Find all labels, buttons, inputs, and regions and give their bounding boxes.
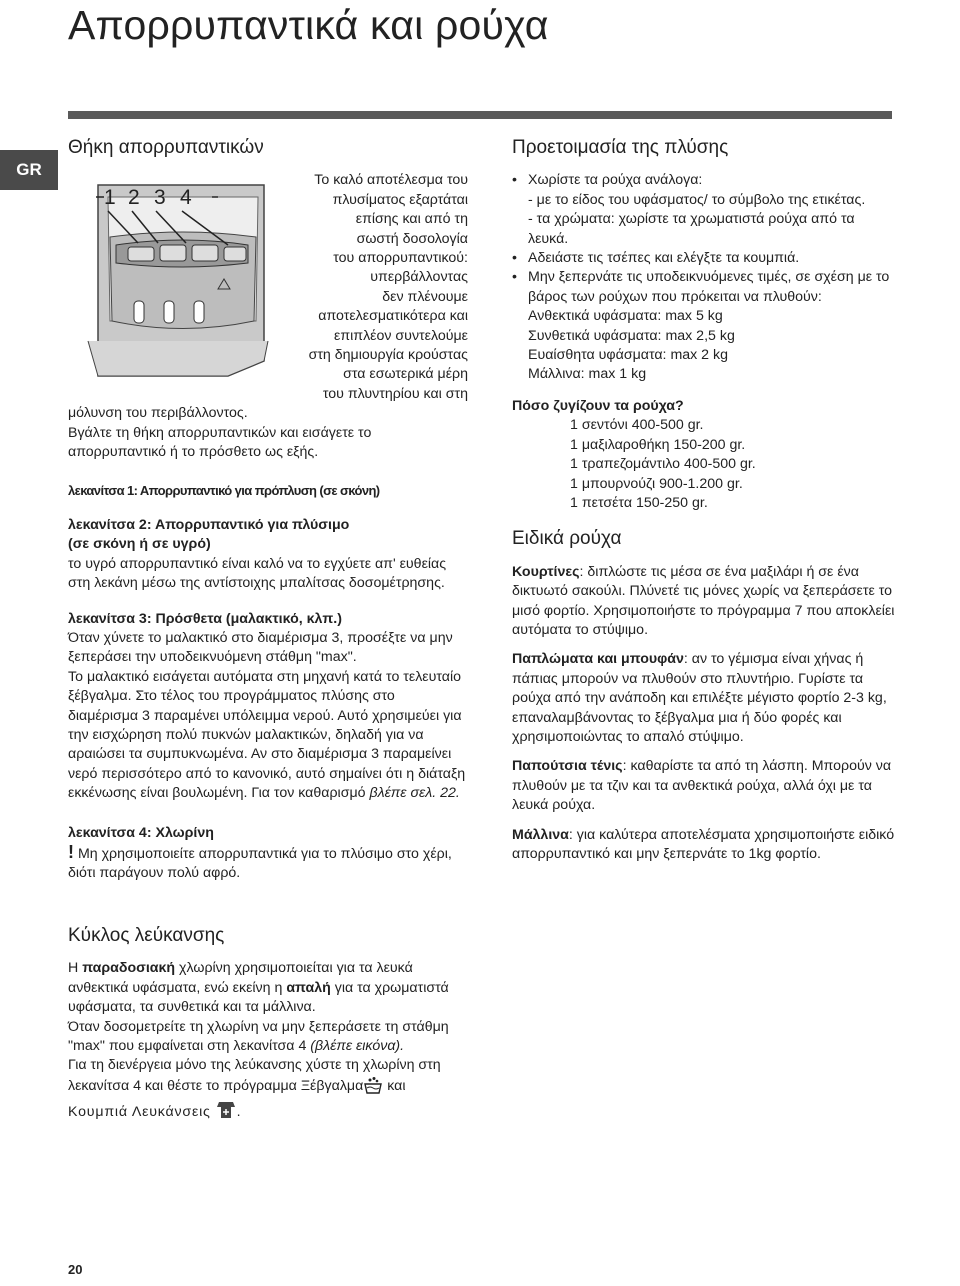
- intro-line: στη δημιουργία κρούστας: [308, 347, 468, 364]
- curtains-text: : διπλώστε τις μέσα σε ένα μαξιλάρι ή σε ένα δικτυωτό σακούλι. Πλύνετέ τις μόνες χωρίς να ξεπεράσετε το μισό φορτίο. Χρησιμοποιήστε το πρόγραμμα 7 που αποκλείει αυτόματα το στύψιμο.: [512, 563, 895, 638]
- basin3-title: λεκανίτσα 3: Πρόσθετα (μαλακτικό, κλπ.): [68, 610, 342, 627]
- basin3-text2: [68, 668, 468, 804]
- warning-icon: !: [68, 842, 74, 862]
- bleach-para3: [68, 1056, 468, 1100]
- bleach-t5b: και: [383, 1077, 406, 1094]
- intro-after: Βγάλτε τη θήκη απορρυπαντικών και εισάγετε το απορρυπαντικό ή το πρόσθετο ως εξής.: [68, 424, 372, 461]
- curtains-para: [512, 563, 897, 641]
- limit-item: Ευαίσθητα υφάσματα: max 2 kg: [528, 347, 729, 364]
- intro-line: επίσης και από τη: [355, 211, 468, 228]
- figure-number-1: 1: [104, 186, 116, 210]
- intro-line: επιπλέον συντελούμε: [334, 327, 468, 344]
- weigh-heading: Πόσο ζυγίζουν τα ρούχα?: [512, 397, 684, 414]
- intro-line: αποτελεσματικότερα και: [318, 308, 468, 325]
- weight-item: 1 τραπεζομάντιλο 400-500 gr.: [570, 456, 756, 473]
- bleach-t4-ref: (βλέπε εικόνα).: [310, 1038, 405, 1055]
- basin1-text: λεκανίτσα 1: Απορρυπαντικό για πρόπλυση (σε σκόνη): [68, 482, 380, 498]
- shoes-para: [512, 757, 897, 815]
- weight-item: 1 μαξιλαροθήκη 150-200 gr.: [570, 436, 746, 453]
- shoes-text: : καθαρίστε τα από τη λάσπη. Μπορούν να πλυθούν με τα τζιν και τα ανθεκτικά ρούχα, αλλά όχι με τα λευκά ρούχα.: [512, 758, 892, 814]
- quilts-label: Παπλώματα και μπουφάν: [512, 651, 684, 668]
- limit-item: Συνθετικά υφάσματα: max 2,5 kg: [528, 327, 735, 344]
- detergent-drawer-icon: [68, 171, 270, 381]
- bleach-t6b: .: [236, 1104, 241, 1121]
- special-heading: Ειδικά ρούχα: [512, 528, 622, 550]
- bullet1-sub1: - με το είδος του υφάσματος/ το σύμβολο της ετικέτας.: [528, 191, 866, 208]
- figure-number-3: 3: [154, 186, 166, 210]
- intro-line: στα εσωτερικά μέρη: [343, 366, 468, 383]
- prep-list: [512, 171, 897, 384]
- page-number: 20: [68, 1262, 83, 1277]
- weight-item: 1 πετσέτα 150-250 gr.: [570, 494, 708, 511]
- bullet1-text: Χωρίστε τα ρούχα ανάλογα:: [528, 172, 703, 189]
- page-title: Απορρυπαντικά και ρούχα: [68, 2, 549, 48]
- figure-number-4: 4: [180, 186, 192, 210]
- detergent-drawer-figure: [68, 171, 270, 381]
- bleach-buttons-label: Κουμπιά Λευκάνσεις: [68, 1104, 211, 1121]
- basin4-body: Μη χρησιμοποιείτε απορρυπαντικά για το πλύσιμο στο χέρι, διότι παράγουν πολύ αφρό.: [68, 846, 452, 882]
- basin3-text1: Όταν χύνετε το μαλακτικό στο διαμέρισμα 3, προσέξτε να μην ξεπεράσει την υποδεικνυόμενη στάθμη "max".: [68, 629, 453, 666]
- bleach-para2: [68, 1018, 468, 1057]
- wool-label: Μάλλινα: [512, 826, 569, 843]
- bleach-traditional: παραδοσιακή: [82, 960, 176, 977]
- intro-line: υπερβάλλοντας: [370, 269, 468, 286]
- wool-text: : για καλύτερα αποτελέσματα χρησιμοποιήστε ειδικό απορρυπαντικό και μην ξεπερνάτε το 1kg φορτίο.: [512, 826, 895, 862]
- intro-end: μόλυνση του περιβάλλοντος.: [68, 405, 248, 422]
- header-rule: [68, 111, 892, 119]
- quilts-text: : αν το γέμισμα είναι χήνας ή πάπιας μπορούν να πλυθούν στο πλυντήριο. Γυρίστε τα ρούχα από την ανάποδη και επιλέξτε μέγιστο φορτίο 2-3 kg, επαναλαμβάνοντας το ξέβγαλμα μια ή δύο φορές και χρησιμοποιώντας το απαλό στύψιμο.: [512, 651, 887, 745]
- quilts-para: [512, 650, 897, 747]
- basin4-text: [68, 843, 468, 884]
- bleach-para4: [68, 1100, 468, 1126]
- figure-number-2: 2: [128, 186, 140, 210]
- weight-item: 1 μπουρνούζι 900-1.200 gr.: [570, 475, 743, 492]
- bleach-t1: Η: [68, 960, 83, 977]
- bleach-button-icon: [215, 1100, 237, 1126]
- basin4-title: λεκανίτσα 4: Χλωρίνη: [68, 824, 214, 841]
- prep-heading: Προετοιμασία της πλύσης: [512, 137, 729, 158]
- basin2-subtitle: (σε σκόνη ή σε υγρό): [68, 536, 211, 553]
- bullet1-sub2: - τα χρώματα: χωρίστε τα χρωματιστά ρούχα από τα λευκά.: [528, 211, 855, 247]
- list-item: [512, 171, 897, 249]
- bleach-t5: Για τη διενέργεια μόνο της λεύκανσης χύστε τη χλωρίνη στη λεκανίτσα 4 και θέστε το πρόγραμμα Ξέβγαλμα: [68, 1057, 441, 1094]
- weights-list: [512, 416, 897, 513]
- shoes-label: Παπούτσια τένις: [512, 758, 623, 775]
- curtains-label: Κουρτίνες: [512, 563, 580, 580]
- bullet3-text: Μην ξεπερνάτε τις υποδεικνυόμενες τιμές, σε σχέση με το βάρος των ρούχων που πρόκειται να πλυθούν:: [528, 269, 890, 305]
- intro-line: του απορρυπαντικού:: [333, 250, 468, 267]
- intro-line: πλυσίματος εξαρτάται: [332, 191, 468, 208]
- bleach-heading: Κύκλος λεύκανσης: [68, 925, 225, 946]
- list-item: [512, 268, 897, 384]
- basin3-text2-body: Το μαλακτικό εισάγεται αυτόματα στη μηχανή κατά το τελευταίο ξέβγαλμα. Στο τέλος του προγράμματος πλύσης στο διαμέρισμα 3 παραμένει υπόλειμμα νερού. Αυτό χρησιμεύει για την εισχώρηση πολύ πυκνών μαλακτικών, δηλαδή για να αραιώσει τα συμπυκνωμένα. Αν στο διαμέρισμα 3 παραμείνει νερό περισσότερο από το κανονικό, αυτό σημαίνει ότι η διάταξη εκκένωσης είναι βουλωμένη. Για τον καθαρισμό: [68, 668, 466, 802]
- intro-line: Το καλό αποτέλεσμα του: [314, 172, 468, 189]
- bleach-t2: χλωρίνη χρησιμοποιείται για τα λευκά ανθεκτικά υφάσματα, ενώ εκείνη η: [68, 960, 413, 996]
- intro-line: δεν πλένουμε: [382, 288, 468, 305]
- limit-item: Ανθεκτικά υφάσματα: max 5 kg: [528, 308, 723, 325]
- bleach-t3: για τα χρωματιστά υφάσματα, τα συνθετικά και τα μάλλινα.: [68, 979, 449, 1016]
- basin3-reference: βλέπε σελ. 22.: [369, 785, 460, 802]
- weight-item: 1 σεντόνι 400-500 gr.: [570, 417, 704, 434]
- bleach-gentle: απαλή: [286, 979, 331, 996]
- limit-item: Μάλλινα: max 1 kg: [528, 366, 647, 383]
- bleach-para1: [68, 959, 468, 1017]
- intro-line: σωστή δοσολογία: [356, 230, 468, 247]
- left-column: [68, 138, 468, 884]
- bleach-section: [68, 926, 468, 1127]
- drawer-heading: Θήκη απορρυπαντικών: [68, 137, 264, 158]
- basin2-text: το υγρό απορρυπαντικό είναι καλό να το εγχύετε απ' ευθείας στη λεκάνη μέσω της αντίστοιχης μπαλίτσας δοσομέτρησης.: [68, 555, 447, 592]
- list-item: • Αδειάστε τις τσέπες και ελέγξτε τα κουμπιά.: [512, 249, 897, 268]
- basin2-title: λεκανίτσα 2: Απορρυπαντικό για πλύσιμο: [68, 516, 350, 533]
- bleach-t4: Όταν δοσομετρείτε τη χλωρίνη να μην ξεπεράσετε τη στάθμη "max" που εμφαίνεται στη λεκανίτσα 4: [68, 1018, 449, 1055]
- rinse-icon: [363, 1076, 383, 1100]
- language-tab: GR: [0, 150, 58, 190]
- wool-para: [512, 826, 897, 865]
- right-column: [512, 138, 897, 864]
- intro-line: του πλυντηρίου και στη: [322, 385, 468, 402]
